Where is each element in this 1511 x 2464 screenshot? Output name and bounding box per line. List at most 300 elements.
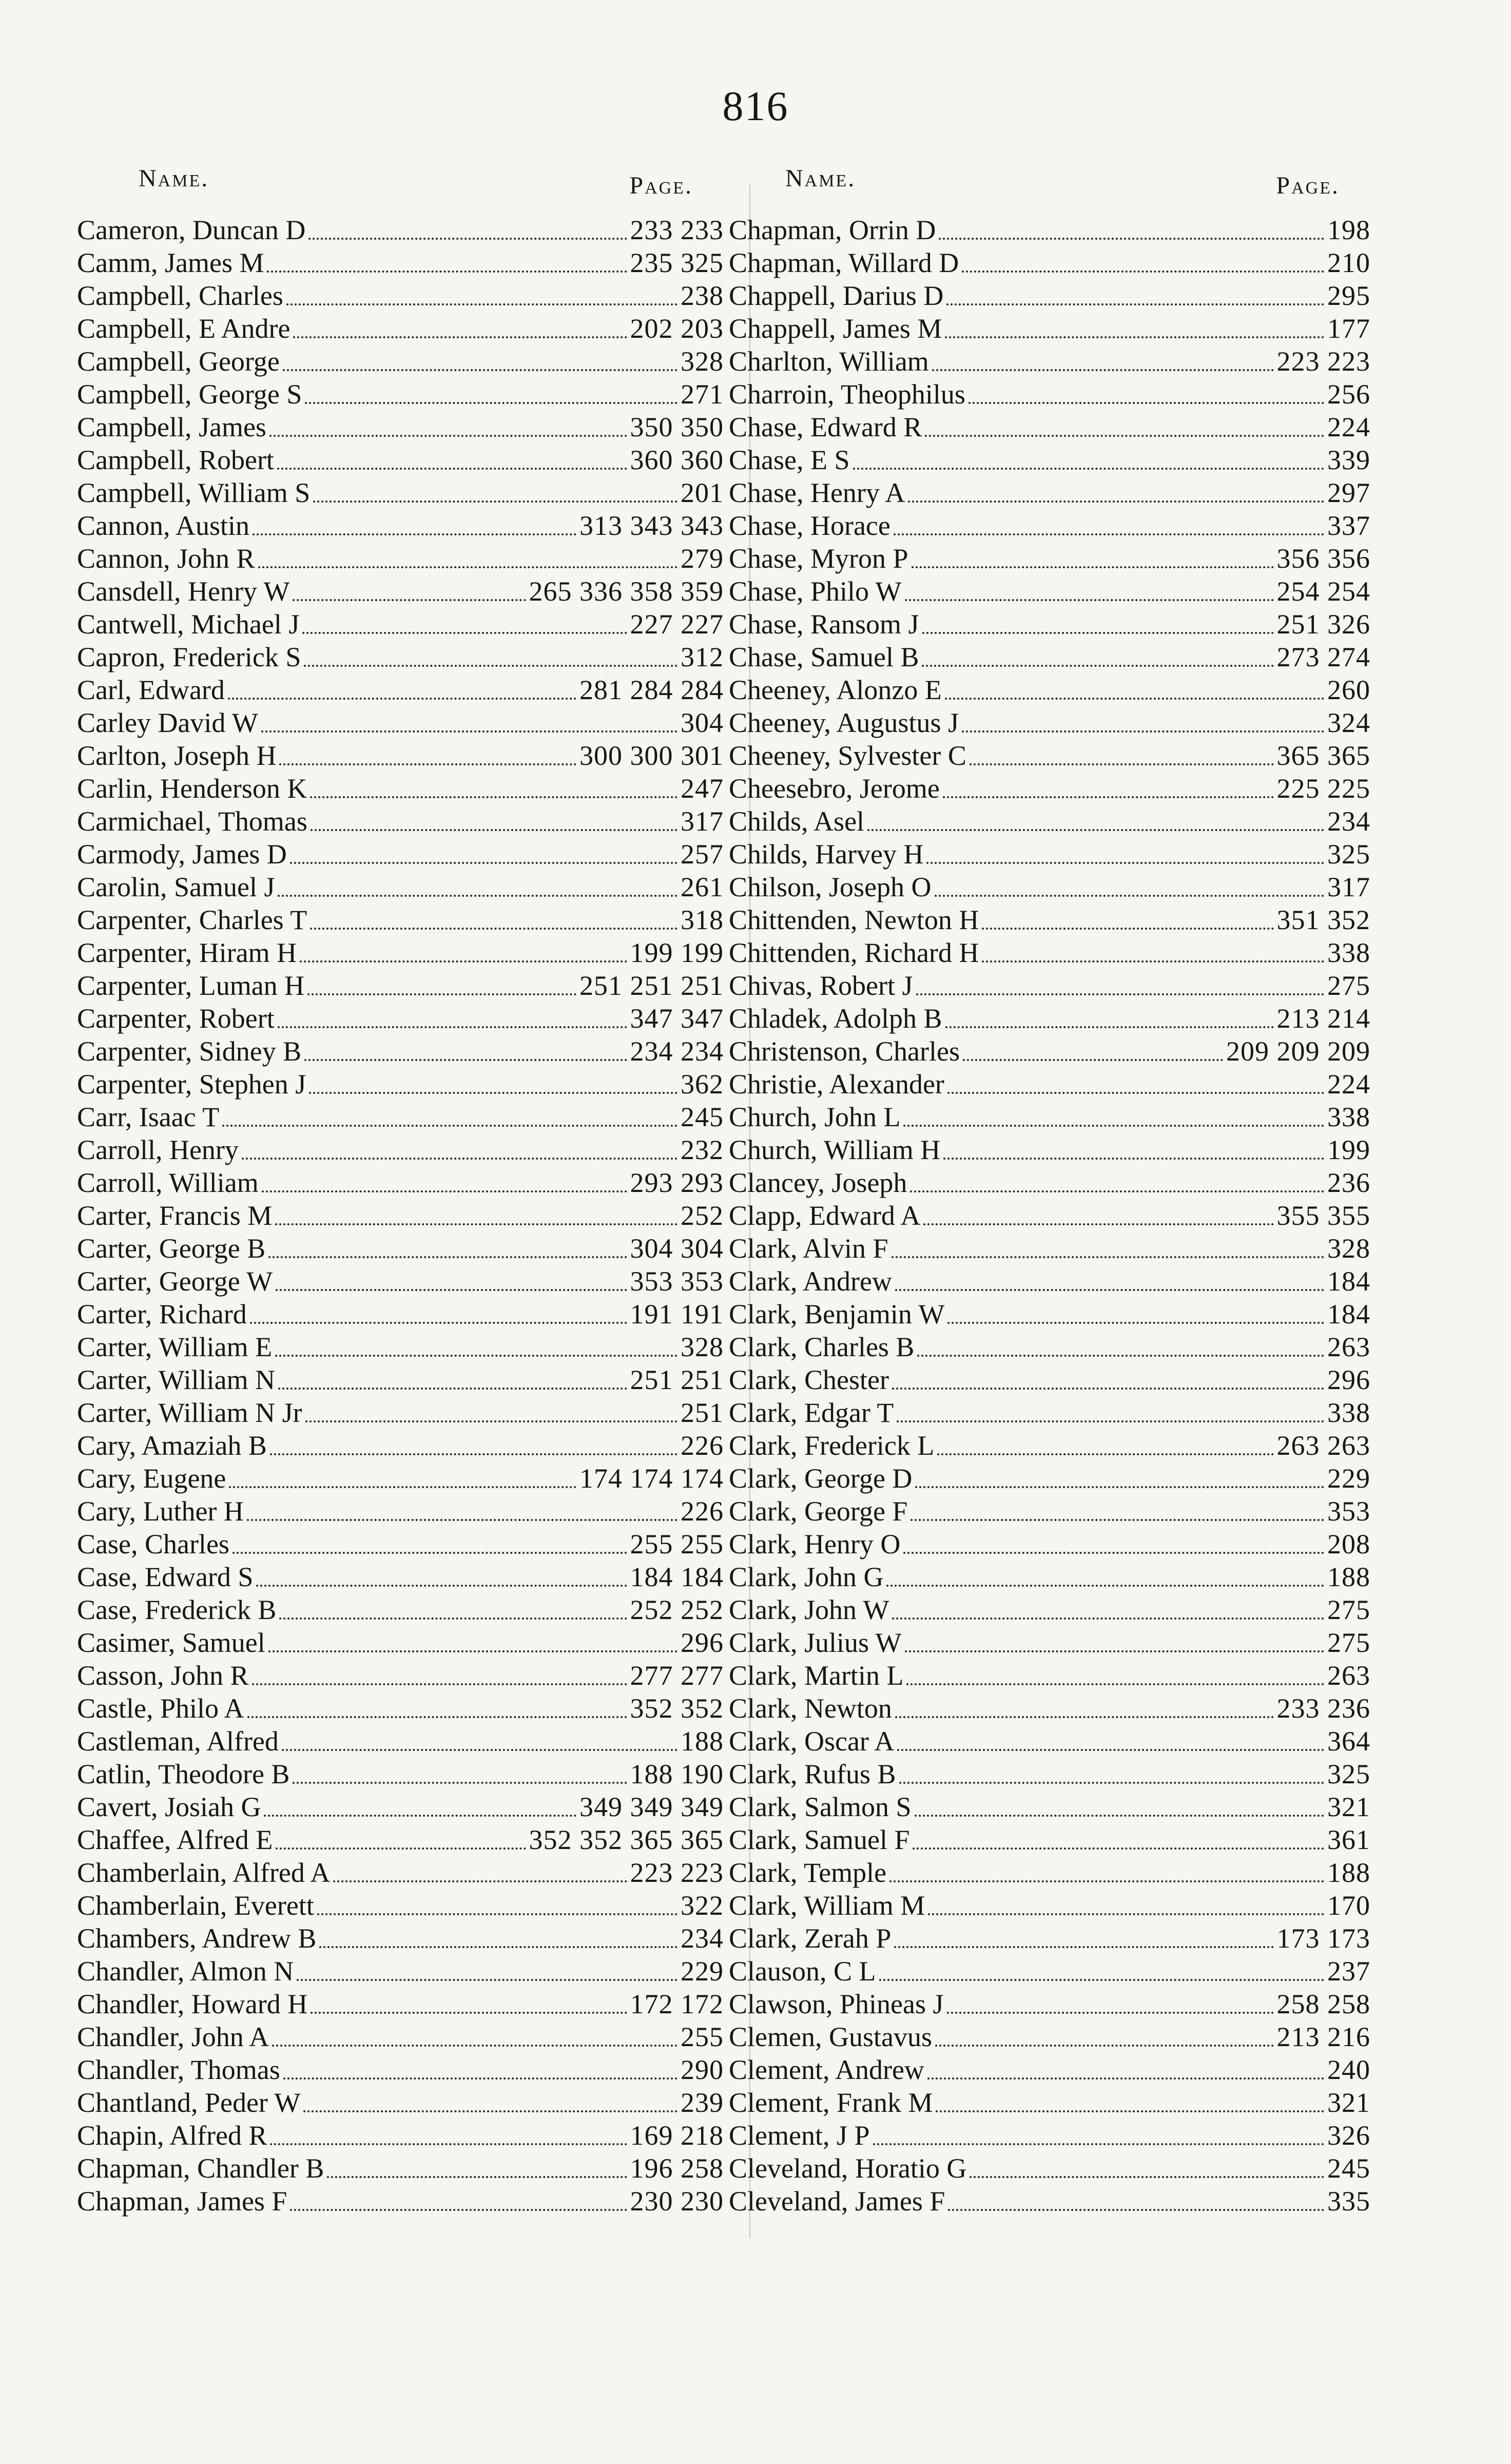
right-entry-list bbox=[724, 214, 1370, 2218]
dot-leader bbox=[310, 796, 677, 798]
entry-name: Carter, George B bbox=[77, 1233, 266, 1264]
entry-name: Clark, Frederick L bbox=[729, 1430, 935, 1461]
entry-pages: 239 bbox=[681, 2087, 724, 2118]
dot-leader bbox=[879, 1979, 1324, 1981]
dot-leader bbox=[302, 632, 627, 634]
entry-name: Carpenter, Hiram H bbox=[77, 937, 297, 968]
entry-pages: 172 172 bbox=[630, 1989, 724, 2019]
entry-name: Campbell, George bbox=[77, 346, 280, 377]
entry-pages: 240 bbox=[1327, 2054, 1370, 2085]
dot-leader bbox=[970, 2176, 1324, 2178]
index-entry bbox=[77, 1035, 724, 1068]
dot-leader bbox=[943, 796, 1274, 798]
entry-pages: 352 352 365 365 bbox=[529, 1824, 724, 1855]
dot-leader bbox=[327, 2176, 627, 2178]
entry-name: Clark, Martin L bbox=[729, 1660, 904, 1691]
dot-leader bbox=[267, 271, 627, 273]
entry-pages: 238 bbox=[681, 280, 724, 311]
index-entry bbox=[77, 1988, 724, 2020]
dot-leader bbox=[912, 566, 1274, 568]
index-entry bbox=[724, 1528, 1370, 1561]
entry-name: Carroll, William bbox=[77, 1167, 259, 1198]
dot-leader bbox=[945, 698, 1324, 700]
index-entry bbox=[77, 378, 724, 411]
entry-name: Carley David W bbox=[77, 707, 258, 738]
entry-name: Carter, William N Jr bbox=[77, 1397, 302, 1428]
dot-leader bbox=[279, 763, 576, 765]
dot-leader bbox=[282, 1749, 677, 1751]
entry-pages: 260 bbox=[1327, 675, 1370, 705]
entry-pages: 170 bbox=[1327, 1890, 1370, 1921]
index-entry bbox=[77, 1363, 724, 1396]
index-entry bbox=[77, 1823, 724, 1856]
entry-pages: 297 bbox=[1327, 477, 1370, 508]
entry-name: Cansdell, Henry W bbox=[77, 576, 290, 607]
entry-pages: 234 bbox=[1327, 806, 1370, 837]
dot-leader bbox=[256, 1585, 627, 1587]
dot-leader bbox=[905, 1650, 1325, 1652]
entry-name: Clark, William M bbox=[729, 1890, 925, 1921]
index-entry bbox=[724, 1593, 1370, 1626]
entry-pages: 324 bbox=[1327, 707, 1370, 738]
index-entry bbox=[77, 805, 724, 838]
entry-pages: 224 bbox=[1327, 1069, 1370, 1100]
dot-leader bbox=[270, 1453, 677, 1455]
index-entry bbox=[724, 608, 1370, 641]
entry-name: Campbell, George S bbox=[77, 379, 302, 410]
dot-leader bbox=[304, 1059, 627, 1061]
dot-leader bbox=[268, 1650, 677, 1652]
dot-leader bbox=[275, 1355, 677, 1357]
dot-leader bbox=[290, 862, 677, 864]
index-entry bbox=[77, 411, 724, 444]
dot-leader bbox=[279, 1618, 627, 1620]
name-heading: Name. bbox=[139, 165, 209, 192]
dot-leader bbox=[278, 1388, 627, 1390]
index-entry bbox=[77, 2119, 724, 2152]
index-entry bbox=[724, 542, 1370, 575]
index-entry bbox=[77, 2185, 724, 2218]
entry-name: Carolin, Samuel J bbox=[77, 872, 275, 902]
dot-leader bbox=[892, 1388, 1324, 1390]
entry-name: Chantland, Peder W bbox=[77, 2087, 301, 2118]
entry-pages: 209 209 209 bbox=[1226, 1036, 1370, 1067]
dot-leader bbox=[300, 960, 627, 962]
entry-name: Clark, Edgar T bbox=[729, 1397, 894, 1428]
index-entry bbox=[724, 2053, 1370, 2086]
dot-leader bbox=[297, 1979, 677, 1981]
dot-leader bbox=[233, 1552, 627, 1554]
index-entry bbox=[77, 214, 724, 246]
entry-pages: 169 218 bbox=[630, 2120, 724, 2151]
dot-leader bbox=[293, 1782, 627, 1784]
entry-name: Chase, E S bbox=[729, 445, 850, 475]
entry-name: Chase, Edward R bbox=[729, 412, 922, 442]
index-entry bbox=[724, 903, 1370, 936]
entry-name: Carroll, Henry bbox=[77, 1134, 239, 1165]
entry-name: Castle, Philo A bbox=[77, 1693, 244, 1724]
dot-leader bbox=[928, 1913, 1324, 1915]
right-column bbox=[724, 164, 1370, 2218]
entry-pages: 318 bbox=[681, 904, 724, 935]
dot-leader bbox=[947, 2012, 1274, 2014]
index-entry bbox=[77, 1495, 724, 1528]
entry-pages: 304 304 bbox=[630, 1233, 724, 1264]
entry-pages: 275 bbox=[1327, 1627, 1370, 1658]
dot-leader bbox=[945, 336, 1324, 338]
index-entry bbox=[724, 1199, 1370, 1232]
index-entry bbox=[77, 2086, 724, 2119]
dot-leader bbox=[916, 993, 1325, 995]
entry-pages: 226 bbox=[681, 1496, 724, 1527]
entry-name: Chambers, Andrew B bbox=[77, 1923, 317, 1954]
index-entry bbox=[77, 1528, 724, 1561]
index-entry bbox=[724, 1265, 1370, 1298]
entry-name: Capron, Frederick S bbox=[77, 642, 301, 672]
dot-leader bbox=[283, 369, 677, 371]
entry-pages: 328 bbox=[681, 1332, 724, 1362]
entry-pages: 317 bbox=[1327, 872, 1370, 902]
entry-name: Clark, Zerah P bbox=[729, 1923, 892, 1954]
index-entry bbox=[724, 838, 1370, 871]
entry-pages: 304 bbox=[681, 707, 724, 738]
entry-name: Cleveland, Horatio G bbox=[729, 2153, 967, 2184]
dot-leader bbox=[937, 1453, 1273, 1455]
entry-name: Chandler, Thomas bbox=[77, 2054, 280, 2085]
dot-leader bbox=[311, 829, 677, 831]
entry-name: Clark, Henry O bbox=[729, 1529, 901, 1560]
entry-pages: 326 bbox=[1327, 2120, 1370, 2151]
entry-name: Charlton, William bbox=[729, 346, 929, 377]
entry-name: Church, William H bbox=[729, 1134, 941, 1165]
index-entry bbox=[77, 2152, 724, 2185]
index-entry bbox=[77, 608, 724, 641]
dot-leader bbox=[305, 402, 677, 404]
entry-pages: 198 bbox=[1327, 215, 1370, 245]
entry-name: Carlin, Henderson K bbox=[77, 773, 307, 804]
entry-name: Clark, Rufus B bbox=[729, 1759, 896, 1789]
entry-pages: 184 bbox=[1327, 1299, 1370, 1330]
dot-leader bbox=[892, 1256, 1324, 1258]
entry-pages: 236 bbox=[1327, 1167, 1370, 1198]
dot-leader bbox=[935, 895, 1324, 897]
index-entry bbox=[724, 1692, 1370, 1725]
dot-leader bbox=[935, 2045, 1274, 2047]
entry-pages: 257 bbox=[681, 839, 724, 870]
dot-leader bbox=[903, 1552, 1324, 1554]
index-entry bbox=[77, 838, 724, 871]
entry-pages: 321 bbox=[1327, 2087, 1370, 2118]
dot-leader bbox=[250, 1322, 627, 1324]
entry-name: Clark, Newton bbox=[729, 1693, 892, 1724]
entry-pages: 312 bbox=[681, 642, 724, 672]
index-entry bbox=[77, 2020, 724, 2053]
entry-pages: 199 199 bbox=[630, 937, 724, 968]
index-entry bbox=[724, 1495, 1370, 1528]
dot-leader bbox=[922, 632, 1274, 634]
entry-pages: 258 258 bbox=[1276, 1989, 1370, 2019]
index-entry bbox=[724, 1101, 1370, 1133]
index-entry bbox=[724, 444, 1370, 476]
entry-name: Chase, Myron P bbox=[729, 543, 908, 574]
entry-pages: 202 203 bbox=[630, 313, 724, 344]
index-entry bbox=[724, 641, 1370, 673]
dot-leader bbox=[873, 2143, 1324, 2145]
index-entry bbox=[724, 1823, 1370, 1856]
dot-leader bbox=[922, 665, 1273, 667]
entry-name: Carl, Edward bbox=[77, 675, 225, 705]
entry-pages: 191 191 bbox=[630, 1299, 724, 1330]
dot-leader bbox=[269, 435, 627, 437]
entry-name: Catlin, Theodore B bbox=[77, 1759, 290, 1789]
entry-name: Chamberlain, Everett bbox=[77, 1890, 314, 1921]
entry-name: Campbell, E Andre bbox=[77, 313, 290, 344]
index-entry bbox=[724, 312, 1370, 345]
dot-leader bbox=[264, 1815, 576, 1817]
index-entry bbox=[77, 1561, 724, 1593]
entry-name: Carter, Francis M bbox=[77, 1200, 273, 1231]
entry-pages: 232 bbox=[681, 1134, 724, 1165]
entry-pages: 188 190 bbox=[630, 1759, 724, 1789]
index-entry bbox=[77, 1068, 724, 1101]
entry-name: Clawson, Phineas J bbox=[729, 1989, 944, 2019]
entry-pages: 234 234 bbox=[630, 1036, 724, 1067]
index-entry bbox=[724, 509, 1370, 542]
dot-leader bbox=[908, 500, 1324, 503]
entry-pages: 224 bbox=[1327, 412, 1370, 442]
dot-leader bbox=[283, 2077, 677, 2080]
dot-leader bbox=[304, 665, 677, 667]
index-entry bbox=[724, 279, 1370, 312]
index-entry bbox=[724, 246, 1370, 279]
dot-leader bbox=[276, 1847, 526, 1850]
entry-pages: 256 bbox=[1327, 379, 1370, 410]
entry-pages: 177 bbox=[1327, 313, 1370, 344]
index-entry bbox=[724, 2020, 1370, 2053]
index-entry bbox=[77, 936, 724, 969]
dot-leader bbox=[945, 1026, 1274, 1028]
entry-name: Chappell, James M bbox=[729, 313, 942, 344]
index-entry bbox=[77, 1692, 724, 1725]
index-entry bbox=[77, 739, 724, 772]
dot-leader bbox=[927, 2077, 1324, 2080]
entry-pages: 251 251 bbox=[630, 1364, 724, 1395]
index-entry bbox=[77, 1331, 724, 1363]
entry-name: Childs, Harvey H bbox=[729, 839, 924, 870]
index-entry bbox=[77, 1265, 724, 1298]
entry-name: Clark, Benjamin W bbox=[729, 1299, 945, 1330]
dot-leader bbox=[258, 566, 677, 568]
entry-name: Campbell, James bbox=[77, 412, 266, 442]
entry-pages: 338 bbox=[1327, 1102, 1370, 1132]
entry-pages: 350 350 bbox=[630, 412, 724, 442]
entry-name: Chapman, James F bbox=[77, 2186, 287, 2217]
entry-pages: 263 bbox=[1327, 1660, 1370, 1691]
entry-name: Cary, Amaziah B bbox=[77, 1430, 267, 1461]
left-column-header bbox=[77, 164, 724, 214]
entry-name: Carr, Isaac T bbox=[77, 1102, 220, 1132]
entry-pages: 208 bbox=[1327, 1529, 1370, 1560]
entry-name: Castleman, Alfred bbox=[77, 1726, 279, 1757]
entry-name: Carter, William N bbox=[77, 1364, 276, 1395]
page-number: 816 bbox=[722, 83, 789, 129]
index-entry bbox=[724, 2152, 1370, 2185]
dot-leader bbox=[229, 1486, 576, 1488]
entry-pages: 226 bbox=[681, 1430, 724, 1461]
index-entry bbox=[77, 1856, 724, 1889]
entry-pages: 275 bbox=[1327, 1594, 1370, 1625]
index-entry bbox=[77, 1922, 724, 1955]
dot-leader bbox=[982, 960, 1324, 962]
index-entry bbox=[724, 1561, 1370, 1593]
entry-pages: 347 347 bbox=[630, 1003, 724, 1034]
entry-name: Charroin, Theophilus bbox=[729, 379, 965, 410]
dot-leader bbox=[899, 1782, 1324, 1784]
entry-pages: 188 bbox=[1327, 1562, 1370, 1592]
dot-leader bbox=[886, 1585, 1324, 1587]
index-entry bbox=[77, 575, 724, 608]
entry-pages: 255 bbox=[681, 2022, 724, 2052]
entry-pages: 325 bbox=[1327, 839, 1370, 870]
entry-name: Clark, George F bbox=[729, 1496, 908, 1527]
index-entry bbox=[724, 2185, 1370, 2218]
index-entry bbox=[724, 673, 1370, 706]
index-entry bbox=[724, 706, 1370, 739]
index-entry bbox=[77, 312, 724, 345]
entry-name: Chandler, Almon N bbox=[77, 1956, 294, 1987]
entry-name: Carpenter, Luman H bbox=[77, 970, 305, 1001]
dot-leader bbox=[305, 1420, 677, 1422]
dot-leader bbox=[915, 1815, 1324, 1817]
index-entry bbox=[77, 1396, 724, 1429]
index-entry bbox=[77, 1791, 724, 1823]
index-entry bbox=[77, 673, 724, 706]
entry-name: Chappell, Darius D bbox=[729, 280, 944, 311]
index-entry bbox=[724, 2119, 1370, 2152]
index-entry bbox=[724, 1462, 1370, 1495]
entry-pages: 360 360 bbox=[630, 445, 724, 475]
dot-leader bbox=[894, 533, 1324, 535]
dot-leader bbox=[247, 1519, 677, 1521]
entry-pages: 237 bbox=[1327, 1956, 1370, 1987]
index-entry bbox=[724, 2086, 1370, 2119]
index-entry bbox=[77, 1593, 724, 1626]
index-entry bbox=[77, 1429, 724, 1462]
entry-name: Clark, Oscar A bbox=[729, 1726, 895, 1757]
dot-leader bbox=[261, 730, 677, 733]
entry-pages: 362 bbox=[681, 1069, 724, 1100]
entry-pages: 271 bbox=[681, 379, 724, 410]
entry-name: Carpenter, Charles T bbox=[77, 904, 307, 935]
dot-leader bbox=[947, 1092, 1324, 1094]
entry-name: Clark, John G bbox=[729, 1562, 884, 1592]
entry-pages: 201 bbox=[681, 477, 724, 508]
index-entry bbox=[77, 1199, 724, 1232]
entry-name: Chandler, John A bbox=[77, 2022, 269, 2052]
index-entry bbox=[77, 1955, 724, 1988]
entry-name: Case, Frederick B bbox=[77, 1594, 277, 1625]
index-entry bbox=[77, 1002, 724, 1035]
entry-pages: 225 225 bbox=[1276, 773, 1370, 804]
index-entry bbox=[724, 1429, 1370, 1462]
entry-pages: 263 263 bbox=[1276, 1430, 1370, 1461]
entry-name: Cary, Luther H bbox=[77, 1496, 244, 1527]
dot-leader bbox=[947, 1322, 1324, 1324]
dot-leader bbox=[290, 2209, 627, 2211]
entry-name: Clark, John W bbox=[729, 1594, 889, 1625]
entry-pages: 313 343 343 bbox=[579, 510, 724, 541]
entry-pages: 255 255 bbox=[630, 1529, 724, 1560]
entry-pages: 252 252 bbox=[630, 1594, 724, 1625]
dot-leader bbox=[939, 238, 1324, 240]
index-entry bbox=[724, 805, 1370, 838]
index-entry bbox=[77, 1101, 724, 1133]
index-entry bbox=[77, 1232, 724, 1265]
dot-leader bbox=[913, 1847, 1324, 1850]
entry-name: Cheeney, Augustus J bbox=[729, 707, 959, 738]
index-entry bbox=[77, 1462, 724, 1495]
entry-name: Carmichael, Thomas bbox=[77, 806, 307, 837]
right-column-header bbox=[724, 164, 1370, 214]
entry-pages: 351 352 bbox=[1276, 904, 1370, 935]
entry-pages: 251 bbox=[681, 1397, 724, 1428]
entry-pages: 277 277 bbox=[630, 1660, 724, 1691]
dot-leader bbox=[962, 271, 1324, 273]
entry-name: Chladek, Adolph B bbox=[729, 1003, 942, 1034]
entry-pages: 275 bbox=[1327, 970, 1370, 1001]
entry-pages: 281 284 284 bbox=[579, 675, 724, 705]
dot-leader bbox=[946, 303, 1324, 305]
entry-pages: 188 bbox=[681, 1726, 724, 1757]
dot-leader bbox=[917, 1355, 1324, 1357]
entry-name: Casimer, Samuel bbox=[77, 1627, 265, 1658]
dot-leader bbox=[262, 1190, 627, 1192]
entry-pages: 295 bbox=[1327, 280, 1370, 311]
dot-leader bbox=[253, 533, 576, 535]
index-entry bbox=[724, 1856, 1370, 1889]
index-entry bbox=[724, 1955, 1370, 1988]
dot-leader bbox=[272, 2045, 677, 2047]
dot-leader bbox=[936, 2110, 1324, 2112]
entry-name: Clark, Charles B bbox=[729, 1332, 915, 1362]
entry-pages: 317 bbox=[681, 806, 724, 837]
entry-pages: 213 216 bbox=[1276, 2022, 1370, 2052]
dot-leader bbox=[333, 1880, 627, 1882]
index-entry bbox=[724, 411, 1370, 444]
entry-name: Cleveland, James F bbox=[729, 2186, 945, 2217]
index-entry bbox=[77, 345, 724, 378]
index-entry bbox=[724, 1166, 1370, 1199]
index-entry bbox=[77, 246, 724, 279]
left-entry-list bbox=[77, 214, 724, 2218]
entry-name: Campbell, Charles bbox=[77, 280, 283, 311]
dot-leader bbox=[270, 2143, 627, 2145]
entry-name: Clark, Temple bbox=[729, 1857, 887, 1888]
dot-leader bbox=[293, 599, 526, 601]
index-entry bbox=[724, 1133, 1370, 1166]
page-heading: Page. bbox=[629, 172, 693, 199]
index-entry bbox=[724, 1659, 1370, 1692]
entry-pages: 265 336 358 359 bbox=[529, 576, 724, 607]
entry-pages: 355 355 bbox=[1276, 1200, 1370, 1231]
entry-pages: 188 bbox=[1327, 1857, 1370, 1888]
entry-pages: 263 bbox=[1327, 1332, 1370, 1362]
dot-leader bbox=[247, 1716, 627, 1718]
entry-pages: 245 bbox=[1327, 2153, 1370, 2184]
entry-pages: 196 258 bbox=[630, 2153, 724, 2184]
index-entry bbox=[77, 903, 724, 936]
index-entry bbox=[724, 1758, 1370, 1791]
